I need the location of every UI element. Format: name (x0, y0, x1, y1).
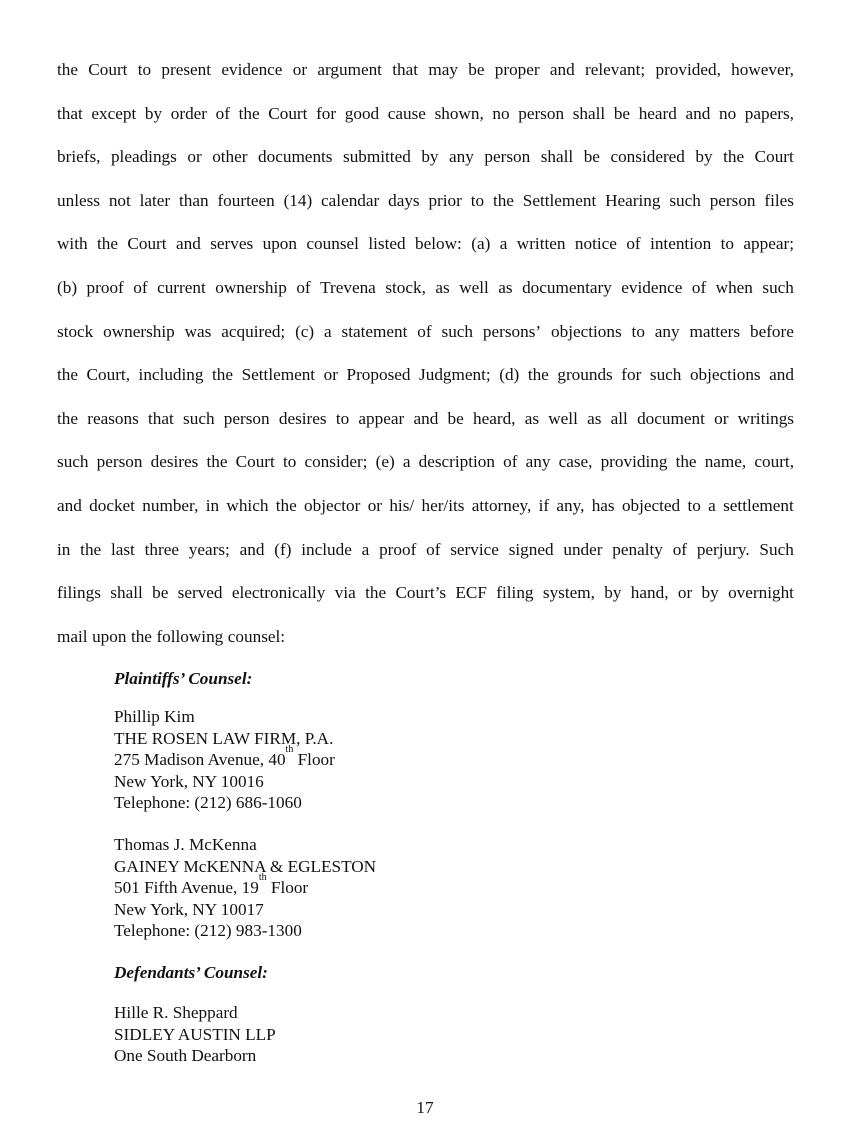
word: shown, (434, 103, 484, 123)
address-floor: Floor (293, 750, 335, 770)
word: the (206, 452, 228, 472)
address-ordinal: th (258, 872, 267, 884)
word: with (57, 234, 88, 254)
word: person (484, 147, 531, 167)
word: and (685, 103, 711, 123)
word: objections (551, 321, 622, 341)
word: any, (556, 495, 585, 515)
paragraph-line (57, 361, 794, 405)
contact-address (114, 744, 614, 771)
word: a (402, 452, 411, 472)
paragraph-line (57, 318, 794, 362)
word: well (459, 277, 489, 297)
word: objected (621, 495, 681, 515)
word: and (549, 60, 575, 79)
word: cause (387, 103, 426, 123)
word: or (367, 495, 383, 515)
word: his/ (389, 495, 415, 515)
word: statement (341, 321, 408, 341)
word: the (723, 147, 745, 167)
word: days (388, 190, 420, 210)
word: to (335, 408, 350, 428)
word: unless (57, 190, 100, 210)
word: penalty (612, 539, 663, 559)
word: upon (92, 626, 127, 646)
contact-name: Thomas J. McKenna (114, 835, 257, 854)
word: order (170, 103, 208, 123)
word: of (503, 452, 518, 472)
contact-address (114, 872, 614, 899)
word: relevant; (585, 60, 646, 79)
paragraph-line (57, 56, 794, 100)
word: shall (540, 147, 574, 167)
address-text: 275 Madison Avenue, 40 (114, 750, 286, 770)
word: Settlement (522, 190, 597, 210)
address-floor: Floor (266, 878, 309, 898)
word: proof (379, 539, 417, 559)
word: the (212, 365, 234, 385)
word: present (161, 60, 212, 79)
word: objections (689, 365, 761, 385)
word: name, (704, 452, 747, 472)
word: the (57, 365, 78, 385)
word: other (212, 147, 248, 167)
word: case, (558, 452, 593, 472)
paragraph-line (57, 230, 794, 274)
word: person (96, 452, 143, 472)
word: Court (88, 60, 128, 79)
word: Court, (86, 365, 130, 385)
word: to (282, 452, 297, 472)
contact-firm: GAINEY McKENNA & EGLESTON (114, 856, 377, 876)
word: or (292, 60, 308, 79)
word: as (524, 408, 540, 428)
word: signed (508, 539, 554, 559)
word: as (587, 408, 602, 428)
word: papers, (744, 103, 794, 123)
counsel-contact-gainey (114, 834, 614, 942)
word: upon (262, 234, 297, 254)
paragraph-line (57, 536, 794, 580)
word: in (205, 495, 220, 515)
word: shall (110, 583, 143, 603)
page-number: 17 (416, 1098, 434, 1117)
word: heard (638, 103, 677, 123)
word: the (675, 452, 697, 472)
counsel-contact-sidley (114, 1002, 614, 1067)
word: of (691, 277, 707, 297)
word: to (631, 321, 645, 341)
word: to (137, 60, 152, 79)
word: proper (494, 60, 540, 79)
word: submitted (343, 147, 411, 167)
word: for (621, 365, 642, 385)
word: and (769, 365, 794, 385)
word: ownership (215, 277, 287, 297)
word: her/its (421, 495, 465, 515)
word: written (516, 234, 566, 254)
word: Judgment; (419, 365, 491, 385)
word: counsel: (227, 626, 286, 646)
word: in (57, 539, 71, 559)
word: docket (89, 495, 135, 515)
word: providing (600, 452, 668, 472)
word: by (421, 147, 439, 167)
word: via (334, 583, 356, 603)
word: desires (278, 408, 327, 428)
counsel-contact-rosen (114, 706, 614, 814)
word: Settlement (241, 365, 316, 385)
word: settlement (723, 495, 794, 515)
word: Court (754, 147, 794, 167)
word: description (418, 452, 495, 472)
word: such (183, 408, 215, 428)
word: court, (754, 452, 794, 472)
word: may (428, 60, 458, 79)
word: reasons (87, 408, 139, 428)
word: fourteen (217, 190, 275, 210)
word: of (215, 103, 230, 123)
word: of (417, 321, 432, 341)
word: Court (268, 103, 308, 123)
word: Court’s (395, 583, 447, 603)
word: Such (759, 539, 794, 559)
word: following (156, 626, 224, 646)
word: below: (415, 234, 462, 254)
defendants-counsel-heading-block (114, 962, 614, 984)
word: the (57, 408, 78, 428)
word: that (148, 408, 174, 428)
plaintiffs-counsel-heading-block (114, 668, 614, 690)
word: later (139, 190, 171, 210)
word: by (701, 583, 719, 603)
contact-name: Phillip Kim (114, 707, 195, 726)
word: writings (737, 408, 794, 428)
word: documentary (522, 277, 612, 297)
word: the (130, 626, 152, 646)
word: pleadings (110, 147, 177, 167)
word: (c) (295, 321, 315, 341)
paragraph-line (57, 448, 794, 492)
word: any (654, 321, 680, 341)
word: such (441, 321, 474, 341)
word: matters (689, 321, 741, 341)
word: by (695, 147, 713, 167)
word: of (296, 277, 311, 297)
word: of (626, 234, 641, 254)
word: for (316, 103, 337, 123)
word: good (344, 103, 380, 123)
word: heard, (473, 408, 516, 428)
word: be (152, 583, 169, 603)
paragraph-line (57, 492, 794, 536)
word: grounds (557, 365, 613, 385)
word: the (527, 365, 549, 385)
word: (a) (471, 234, 491, 254)
contact-city: New York, NY 10017 (114, 899, 264, 919)
word: document (637, 408, 705, 428)
word: no (718, 103, 737, 123)
word: shall (572, 103, 606, 123)
word: (d) (499, 365, 520, 385)
word: to (687, 495, 701, 515)
word: such (669, 190, 701, 210)
word: objector (304, 495, 361, 515)
word: that (57, 103, 83, 123)
word: (14) (283, 190, 313, 210)
word: to (720, 234, 734, 254)
word: person (709, 190, 756, 210)
word: than (179, 190, 209, 210)
word: be (447, 408, 464, 428)
word: of (133, 277, 148, 297)
word: a (324, 321, 332, 341)
word: to (470, 190, 485, 210)
word: served (177, 583, 223, 603)
word: hand, (630, 583, 669, 603)
word: evidence (621, 277, 683, 297)
word: perjury. (696, 539, 750, 559)
word: notice (574, 234, 617, 254)
word: electronically (231, 583, 326, 603)
body-paragraph (57, 56, 794, 666)
word: (b) (57, 277, 78, 297)
word: briefs, (57, 147, 101, 167)
word: person (223, 408, 270, 428)
word: include (301, 539, 352, 559)
word: documents (258, 147, 333, 167)
word: counsel (306, 234, 359, 254)
word: filing (496, 583, 534, 603)
word: the (365, 583, 387, 603)
defendants-counsel-heading: Defendants’ Counsel: (114, 963, 268, 982)
word: (e) (375, 452, 395, 472)
word: or (323, 365, 338, 385)
address-text: 501 Fifth Avenue, 19 (114, 878, 259, 898)
word: under (563, 539, 603, 559)
paragraph-line (57, 623, 794, 667)
word: argument (317, 60, 382, 79)
word: as (435, 277, 450, 297)
word: ECF (455, 583, 487, 603)
address-ordinal: th (285, 744, 294, 756)
word: Proposed (346, 365, 411, 385)
word: the (57, 60, 78, 79)
word: the (238, 103, 260, 123)
word: files (764, 190, 794, 210)
word: mail (57, 626, 88, 646)
word: a (708, 495, 716, 515)
word: a (361, 539, 370, 559)
word: by (604, 583, 622, 603)
word: however, (731, 60, 794, 79)
word: the (275, 495, 297, 515)
word: all (610, 408, 628, 428)
word: proof (86, 277, 124, 297)
word: if (538, 495, 550, 515)
word: Court (127, 234, 167, 254)
word: except (91, 103, 137, 123)
contact-firm: SIDLEY AUSTIN LLP (114, 1024, 276, 1044)
word: the (492, 190, 514, 210)
plaintiffs-counsel-heading: Plaintiffs’ Counsel: (114, 669, 253, 688)
word: appear (358, 408, 405, 428)
word: such (762, 277, 794, 297)
word: listed (368, 234, 406, 254)
word: or (714, 408, 729, 428)
paragraph-line (57, 143, 794, 187)
word: considered (610, 147, 685, 167)
word: which (226, 495, 269, 515)
word: and (239, 539, 265, 559)
word: when (715, 277, 753, 297)
word: years; (188, 539, 230, 559)
word: overnight (728, 583, 794, 603)
word: that (392, 60, 419, 79)
word: no (492, 103, 510, 123)
word: service (450, 539, 499, 559)
contact-phone: Telephone: (212) 686-1060 (114, 793, 302, 813)
word: of (672, 539, 688, 559)
word: be (468, 60, 485, 79)
word: persons’ (482, 321, 542, 341)
word: any (449, 147, 474, 167)
paragraph-line (57, 187, 794, 231)
word: stock (57, 321, 94, 341)
word: serves (210, 234, 254, 254)
word: acquired; (221, 321, 286, 341)
paragraph-line (57, 100, 794, 144)
word: has (591, 495, 615, 515)
contact-address: One South Dearborn (114, 1046, 257, 1066)
word: and (57, 495, 82, 515)
word: by (144, 103, 163, 123)
word: the (96, 234, 118, 254)
word: such (57, 452, 89, 472)
word: last (110, 539, 135, 559)
word: attorney, (471, 495, 532, 515)
word: number, (142, 495, 199, 515)
word: and (413, 408, 439, 428)
word: of (426, 539, 441, 559)
word: intention (650, 234, 712, 254)
word: evidence (221, 60, 283, 79)
word: (f) (274, 539, 292, 559)
word: Hearing (605, 190, 661, 210)
word: any (525, 452, 551, 472)
word: such (649, 365, 682, 385)
word: Court (235, 452, 275, 472)
paragraph-line (57, 579, 794, 623)
word: not (108, 190, 131, 210)
contact-city: New York, NY 10016 (114, 771, 264, 791)
word: person (518, 103, 565, 123)
word: or (677, 583, 693, 603)
word: or (187, 147, 202, 167)
paragraph-line (57, 274, 794, 318)
word: three (144, 539, 179, 559)
word: stock, (385, 277, 426, 297)
word: appear; (743, 234, 794, 254)
word: current (157, 277, 206, 297)
word: calendar (321, 190, 380, 210)
word: be (613, 103, 631, 123)
word: prior (428, 190, 462, 210)
word: well (548, 408, 578, 428)
word: a (499, 234, 508, 254)
contact-name: Hille R. Sheppard (114, 1003, 238, 1022)
word: the (80, 539, 102, 559)
word: be (583, 147, 600, 167)
contact-firm: THE ROSEN LAW FIRM, P.A. (114, 728, 334, 748)
paragraph-line (57, 405, 794, 449)
contact-phone: Telephone: (212) 983-1300 (114, 921, 302, 941)
word: as (498, 277, 513, 297)
word: and (175, 234, 201, 254)
word: system, (542, 583, 595, 603)
word: Trevena (320, 277, 376, 297)
word: desires (150, 452, 199, 472)
word: consider; (304, 452, 368, 472)
word: was (184, 321, 212, 341)
word: ownership (103, 321, 175, 341)
word: provided, (655, 60, 721, 79)
word: including (138, 365, 204, 385)
word: filings (57, 583, 101, 603)
word: before (749, 321, 794, 341)
